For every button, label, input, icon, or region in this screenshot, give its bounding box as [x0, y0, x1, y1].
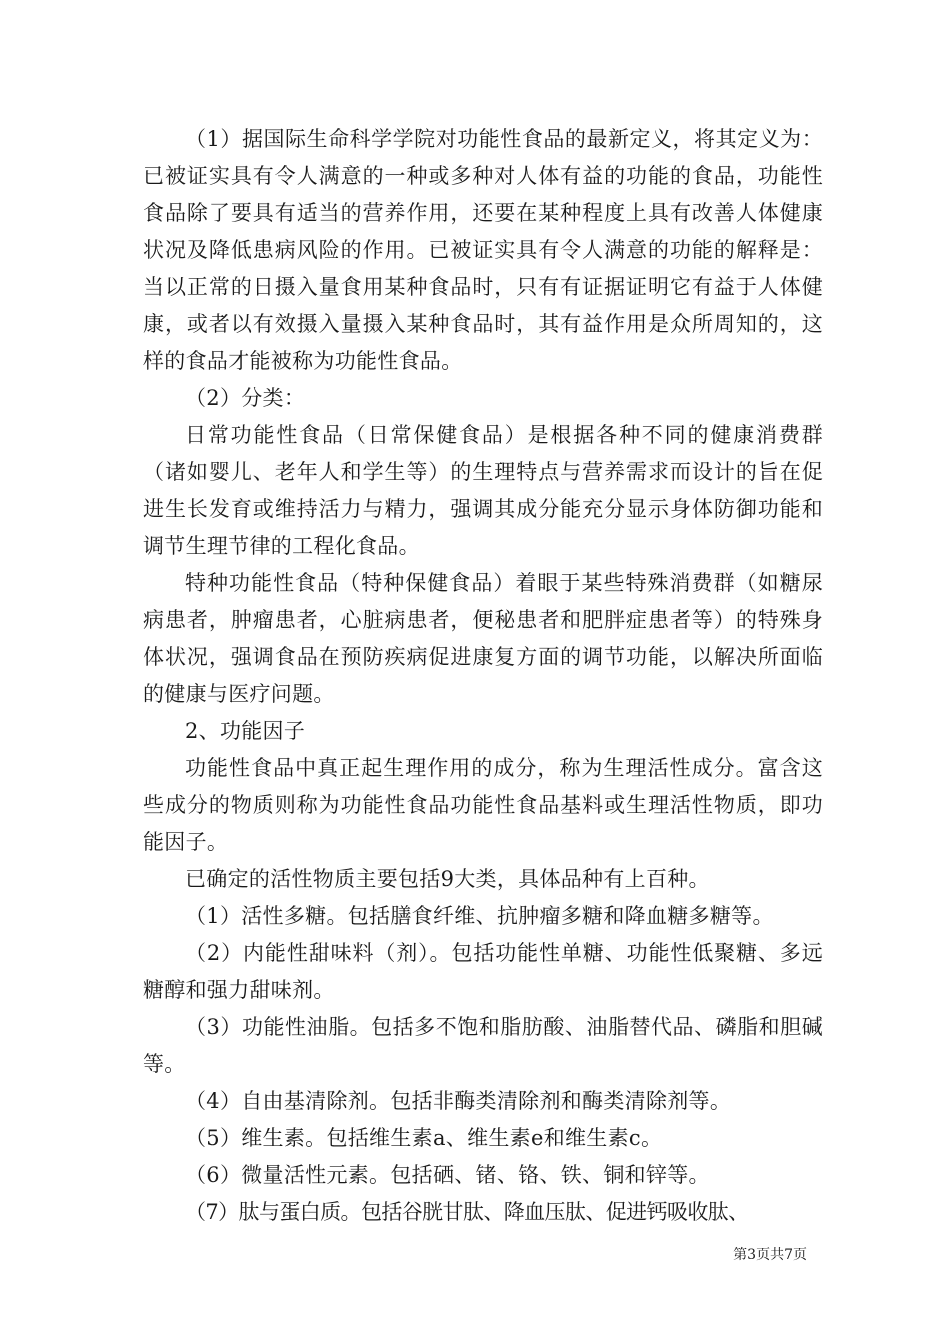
paragraph-definition: （1）据国际生命科学学院对功能性食品的最新定义，将其定义为：已被证实具有令人满意的一种或多种对人体有益的功能的食品，功能性食品除了要具有适当的营养作用，还要在某种程度上具有改善人体健康状况及降低患病风险的作用。已被证实具有令人满意的功能的解释是：当以正常的日摄入量食用某种食品时，只有有证据证明它有益于人体健康，或者以有效摄入量摄入某种食品时，其有益作用是众所周知的，这样的食品才能被称为功能性食品。: [143, 127, 823, 373]
document-body: [143, 121, 823, 1231]
list-item-peptide-protein: （7）肽与蛋白质。包括谷胱甘肽、降血压肽、促进钙吸收肽、: [185, 1200, 749, 1224]
page-number: 第3页共7页: [733, 1247, 807, 1263]
list-item-vitamin: （5）维生素。包括维生素a、维生素e和维生素c。: [185, 1126, 663, 1150]
paragraph-active-substances: 已确定的活性物质主要包括9大类，具体品种有上百种。: [185, 867, 710, 891]
paragraph-functional-factor-heading: 2、功能因子: [185, 719, 306, 743]
list-item-free-radical-scavenger: （4）自由基清除剂。包括非酶类清除剂和酶类清除剂等。: [185, 1089, 732, 1113]
page-footer: [0, 1246, 950, 1264]
paragraph-daily-functional-food: 日常功能性食品（日常保健食品）是根据各种不同的健康消费群（诸如婴儿、老年人和学生等）的生理特点与营养需求而设计的旨在促进生长发育或维持活力与精力，强调其成分能充分显示身体防御功能和调节生理节律的工程化食品。: [143, 423, 823, 558]
list-item-functional-oil: （3）功能性油脂。包括多不饱和脂肪酸、油脂替代品、磷脂和胆碱等。: [143, 1015, 823, 1076]
paragraph-special-functional-food: 特种功能性食品（特种保健食品）着眼于某些特殊消费群（如糖尿病患者，肿瘤患者，心脏病患者，便秘患者和肥胖症患者等）的特殊身体状况，强调食品在预防疾病促进康复方面的调节功能，以解决所面临的健康与医疗问题。: [143, 571, 823, 706]
list-item-trace-elements: （6）微量活性元素。包括硒、锗、铬、铁、铜和锌等。: [185, 1163, 710, 1187]
paragraph-classification-heading: （2）分类：: [185, 386, 306, 410]
list-item-active-polysaccharide: （1）活性多糖。包括膳食纤维、抗肿瘤多糖和降血糖多糖等。: [185, 904, 774, 928]
paragraph-functional-factor: 功能性食品中真正起生理作用的成分，称为生理活性成分。富含这些成分的物质则称为功能性食品功能性食品基料或生理活性物质，即功能因子。: [143, 756, 823, 854]
list-item-sweetener: （2）内能性甜味料（剂）。包括功能性单糖、功能性低聚糖、多远糖醇和强力甜味剂。: [143, 941, 823, 1002]
